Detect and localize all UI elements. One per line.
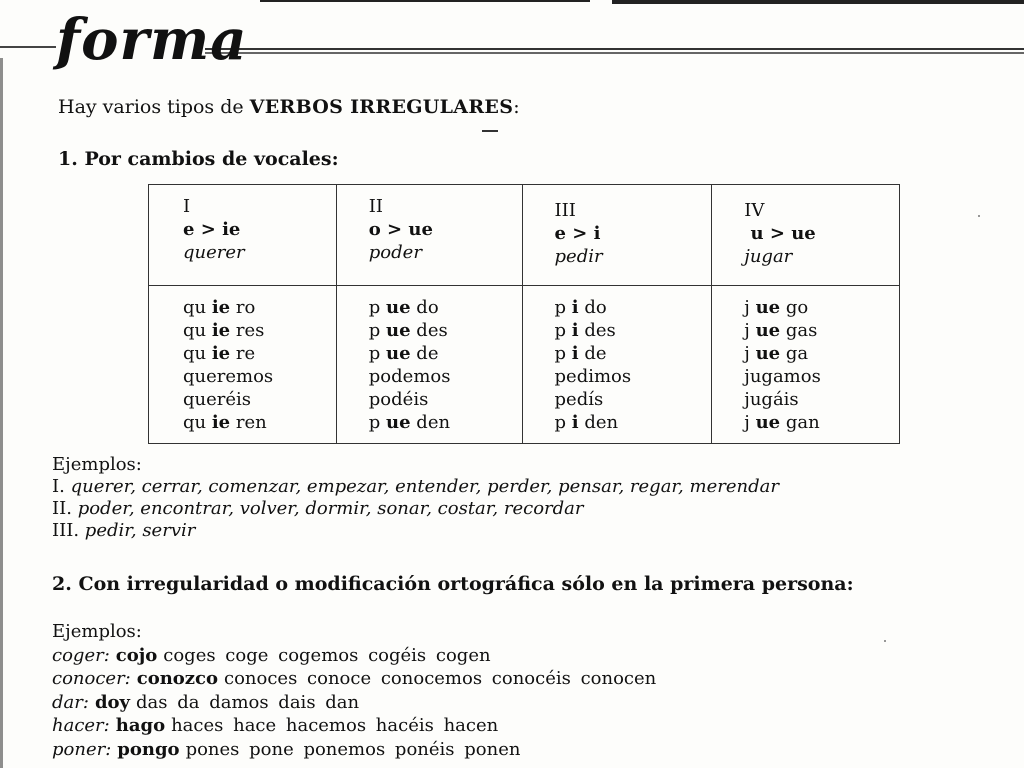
subheading-first-person: 2. Con irregularidad o modificación ortográfica sólo en la primera persona: xyxy=(52,573,854,595)
header-cell xyxy=(149,185,337,286)
form-line: j ue ga xyxy=(744,343,809,364)
form-line: queremos xyxy=(183,366,274,387)
vowel-rule: e > ie xyxy=(183,219,241,240)
example-row: hacer: hago haces hace hacemos hacéis hacen xyxy=(52,715,499,736)
section-title: forma xyxy=(56,7,248,73)
form-line: qu ie res xyxy=(183,320,265,341)
examples-vowel-changes xyxy=(52,454,779,542)
form-line: p i de xyxy=(554,343,607,364)
heading-rule-left xyxy=(0,46,56,48)
infinitive: querer xyxy=(183,242,245,263)
vowel-rule: u > ue xyxy=(744,223,816,244)
example-row: dar: doy das da damos dais dan xyxy=(52,691,360,713)
intro-suffix: : xyxy=(513,96,520,118)
form-line: p i do xyxy=(554,297,607,318)
example-row: coger: cojo coges coge cogemos cogéis cogen xyxy=(52,644,491,666)
examples-label: Ejemplos: xyxy=(52,454,142,475)
form-line: j ue go xyxy=(744,297,809,318)
intro-prefix: Hay varios tipos de xyxy=(58,96,250,118)
form-line: qu ie re xyxy=(183,343,256,364)
form-line: qu ie ren xyxy=(183,412,267,433)
group-number: I xyxy=(183,196,191,217)
form-line: j ue gas xyxy=(744,320,818,341)
form-line: p i des xyxy=(554,320,616,341)
group-number: IV xyxy=(744,200,765,221)
header-cell xyxy=(336,185,522,286)
examples-first-person xyxy=(52,620,656,761)
top-rule-right xyxy=(612,0,1024,4)
example-row: II. poder, encontrar, volver, dormir, sonar, costar, recordar xyxy=(52,498,584,519)
vowel-rule: e > i xyxy=(554,223,601,244)
scan-speck xyxy=(884,640,886,642)
intro-text xyxy=(58,96,520,118)
scan-speck xyxy=(978,215,980,217)
form-line: p i den xyxy=(554,412,619,433)
example-row: I. querer, cerrar, comenzar, empezar, entender, perder, pensar, regar, merendar xyxy=(52,476,779,497)
group-number: III xyxy=(554,200,576,221)
examples-label: Ejemplos: xyxy=(52,621,142,642)
example-row: conocer: conozco conoces conoce conocemos conocéis conocen xyxy=(52,668,657,689)
form-line: p ue den xyxy=(368,412,451,433)
form-line: p ue des xyxy=(368,320,448,341)
intro-bold: VERBOS IRREGULARES xyxy=(249,96,514,118)
infinitive: jugar xyxy=(744,246,793,267)
forms-cell xyxy=(336,286,522,444)
example-row: poner: pongo pones pone ponemos ponéis ponen xyxy=(52,738,521,760)
table-header-row xyxy=(149,185,900,286)
header-cell xyxy=(522,185,712,286)
form-line: podemos xyxy=(368,366,451,387)
form-line: p ue do xyxy=(368,297,439,318)
top-rule-left xyxy=(260,0,590,2)
form-line: qu ie ro xyxy=(183,297,256,318)
page-left-border xyxy=(0,58,3,768)
forms-cell xyxy=(522,286,712,444)
subheading-vowel-changes: 1. Por cambios de vocales: xyxy=(58,148,339,170)
header-cell xyxy=(712,185,900,286)
form-line: queréis xyxy=(183,389,252,410)
vowel-rule: o > ue xyxy=(368,219,433,240)
form-line: pedimos xyxy=(554,366,632,387)
forms-cell xyxy=(712,286,900,444)
form-line: pedís xyxy=(554,389,604,410)
form-line: podéis xyxy=(368,389,429,410)
infinitive: poder xyxy=(368,242,422,263)
infinitive: pedir xyxy=(554,246,603,267)
table-forms-row xyxy=(149,286,900,444)
form-line: jugamos xyxy=(744,366,821,387)
form-line: p ue de xyxy=(368,343,439,364)
form-line: j ue gan xyxy=(744,412,820,433)
dash-mark xyxy=(482,130,498,132)
group-number: II xyxy=(368,196,384,217)
heading-rule-right xyxy=(205,48,1024,54)
forms-cell xyxy=(149,286,337,444)
form-line: jugáis xyxy=(744,389,799,410)
conjugation-table xyxy=(148,184,900,444)
example-row: III. pedir, servir xyxy=(52,520,196,541)
